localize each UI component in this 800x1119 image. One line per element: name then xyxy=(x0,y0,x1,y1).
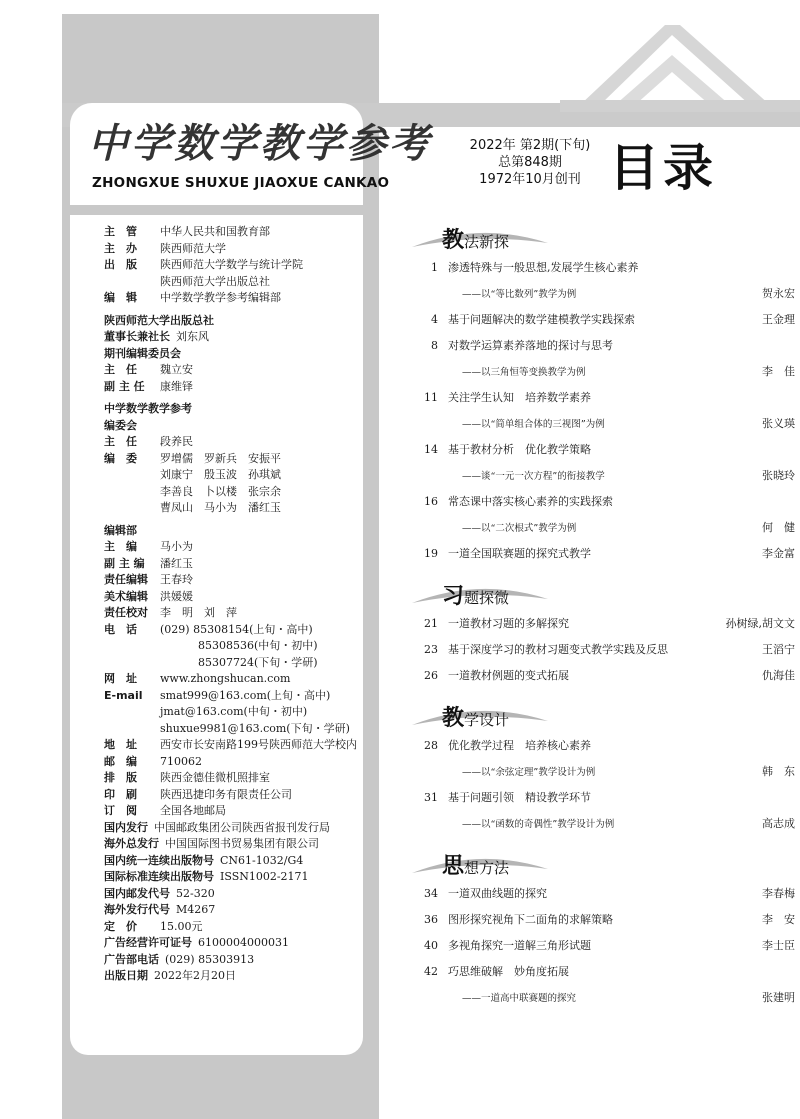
info-label: 出版日期 xyxy=(104,969,148,982)
article-title: 一道全国联赛题的探究式教学 xyxy=(448,547,591,560)
page-number: 4 xyxy=(431,313,438,326)
section-initial: 教 xyxy=(442,228,465,253)
article-author: 贺永宏 xyxy=(762,287,795,300)
page-number: 11 xyxy=(424,391,438,404)
info-value: 马小为 xyxy=(160,540,193,553)
toc-entry[interactable] xyxy=(410,789,795,815)
article-title: 关注学生认知 培养数学素养 xyxy=(448,391,591,404)
info-value: 曹凤山 马小为 潘红玉 xyxy=(160,501,281,514)
article-subtitle: ——一道高中联赛题的探究 xyxy=(462,993,577,1004)
info-value: 段养民 xyxy=(160,435,193,448)
info-value: 康维铎 xyxy=(160,379,193,393)
article-title: 基于深度学习的教材习题变式教学实践及反思 xyxy=(448,643,668,656)
toc-entry[interactable] xyxy=(410,615,795,641)
page-number: 21 xyxy=(424,617,438,630)
info-row xyxy=(104,572,364,589)
article-author: 李 安 xyxy=(762,913,795,926)
info-row xyxy=(104,952,364,969)
info-row xyxy=(104,257,364,274)
email-link[interactable]: smat999@163.com(上旬・高中) xyxy=(160,688,331,702)
info-row xyxy=(104,434,364,451)
info-label xyxy=(104,467,160,484)
section-initial: 思 xyxy=(442,854,465,879)
article-author: 何 健 xyxy=(762,521,795,534)
committee-heading: 期刊编辑委员会 xyxy=(104,346,181,360)
info-label: 副 主 编 xyxy=(104,556,145,570)
info-value: 全国各地邮局 xyxy=(160,804,226,817)
info-row xyxy=(104,467,364,484)
info-label: 主 任 xyxy=(104,363,137,376)
toc-entry[interactable] xyxy=(410,667,795,693)
section-title xyxy=(410,845,795,879)
section-label xyxy=(442,579,509,610)
info-row xyxy=(104,362,364,379)
info-label: 电 话 xyxy=(104,622,137,636)
info-value: (029) 85308154(上旬・高中) xyxy=(160,622,313,636)
info-row xyxy=(104,721,364,738)
info-label xyxy=(104,655,160,672)
info-value: 魏立安 xyxy=(160,363,193,376)
toc-entry[interactable] xyxy=(410,885,795,911)
toc-entry[interactable] xyxy=(410,737,795,763)
info-value: 中华人民共和国教育部 xyxy=(160,225,270,238)
article-subtitle: ——以“余弦定理”教学设计为例 xyxy=(462,767,596,778)
toc-entry[interactable] xyxy=(410,641,795,667)
issue-total: 总第848期 xyxy=(498,155,562,170)
info-label: 国内发行 xyxy=(104,820,148,834)
page-number: 23 xyxy=(424,643,438,656)
press-name: 陕西师范大学出版总社 xyxy=(104,313,214,327)
section-rest: 想方法 xyxy=(464,859,510,877)
page-number: 36 xyxy=(424,913,438,926)
info-label: E-mail xyxy=(104,688,143,702)
info-row xyxy=(104,622,364,639)
info-value: 洪媛媛 xyxy=(160,589,193,603)
info-row xyxy=(104,290,364,307)
journal-title-en: ZHONGXUE SHUXUE JIAOXUE CANKAO xyxy=(92,175,390,191)
info-label: 出 版 xyxy=(104,258,137,271)
toc-entry[interactable] xyxy=(410,441,795,467)
article-title: 一道教材例题的变式拓展 xyxy=(448,669,569,682)
info-label: 订 阅 xyxy=(104,804,137,817)
info-label: 美术编辑 xyxy=(104,589,148,603)
page-number: 1 xyxy=(431,261,438,274)
info-value: (029) 85303913 xyxy=(165,952,255,966)
info-value: 710062 xyxy=(160,754,202,768)
article-title: 基于问题解决的数学建模教学实践探索 xyxy=(448,313,635,326)
info-label: 海外总发行 xyxy=(104,837,159,850)
info-value: 李善良 卜以楼 张宗余 xyxy=(160,484,281,498)
founded-date: 1972年10月创刊 xyxy=(479,172,581,187)
article-title: 对数学运算素养落地的探讨与思考 xyxy=(448,339,613,352)
section-rest: 题探微 xyxy=(464,589,510,607)
article-author: 仇海佳 xyxy=(762,669,795,682)
page-number: 19 xyxy=(424,547,438,560)
info-value: 85308536(中旬・初中) xyxy=(198,639,318,652)
article-author: 李士臣 xyxy=(762,939,795,952)
table-of-contents xyxy=(410,215,795,1015)
section-label xyxy=(442,849,509,880)
article-author: 张晓玲 xyxy=(762,469,795,482)
section-initial: 教 xyxy=(442,706,465,731)
info-value: 陕西师范大学出版总社 xyxy=(160,274,270,288)
article-title: 图形探究视角下二面角的求解策略 xyxy=(448,913,613,926)
info-label xyxy=(104,274,160,291)
issue-info xyxy=(455,137,605,188)
info-value: 2022年2月20日 xyxy=(154,969,236,982)
info-value: 李 明 刘 萍 xyxy=(160,606,237,619)
article-title: 巧思维破解 妙角度拓展 xyxy=(448,965,569,978)
toc-entry[interactable] xyxy=(410,389,795,415)
info-row xyxy=(104,655,364,672)
info-value: 刘东风 xyxy=(176,330,209,343)
page-number: 8 xyxy=(431,339,438,352)
info-value: 陕西迅捷印务有限责任公司 xyxy=(160,787,292,801)
info-value: 6100004000031 xyxy=(198,936,289,949)
info-row xyxy=(104,274,364,291)
page-number: 31 xyxy=(424,791,438,804)
section-initial: 习 xyxy=(442,584,465,609)
info-label: 国内统一连续出版物号 xyxy=(104,853,214,867)
info-value: 52-320 xyxy=(176,886,215,900)
info-row xyxy=(104,902,364,919)
toc-subtitle-row xyxy=(410,467,795,493)
toc-subtitle-row xyxy=(410,989,795,1015)
info-row xyxy=(104,770,364,787)
info-row xyxy=(104,638,364,655)
section-title xyxy=(410,697,795,731)
info-label: 排 版 xyxy=(104,771,137,784)
page-number: 42 xyxy=(424,965,438,978)
info-row xyxy=(104,451,364,468)
article-author: 李春梅 xyxy=(762,887,795,900)
info-label: 广告经营许可证号 xyxy=(104,936,192,949)
info-label: 编 委 xyxy=(104,451,137,465)
info-row xyxy=(104,754,364,771)
article-author: 孙树绿,胡文文 xyxy=(725,617,795,630)
info-value: 刘康宁 殷玉波 孙琪斌 xyxy=(160,468,281,481)
article-author: 王金理 xyxy=(762,313,795,326)
article-author: 王滔宁 xyxy=(762,643,795,656)
toc-subtitle-row xyxy=(410,519,795,545)
toc-subtitle-row xyxy=(410,415,795,441)
bridge-decoration xyxy=(560,20,800,115)
toc-subtitle-row xyxy=(410,363,795,389)
toc-heading: 目录 xyxy=(609,139,717,197)
info-row xyxy=(104,224,364,241)
info-value: M4267 xyxy=(176,903,216,916)
info-row xyxy=(104,968,364,985)
info-row xyxy=(104,589,364,606)
section-rest: 法新探 xyxy=(464,233,510,251)
info-row xyxy=(104,379,364,396)
toc-entry[interactable] xyxy=(410,937,795,963)
info-label xyxy=(104,638,160,655)
info-label: 编 辑 xyxy=(104,291,137,304)
article-title: 渗透特殊与一般思想,发展学生核心素养 xyxy=(448,261,639,274)
article-author: 张建明 xyxy=(762,991,795,1004)
page-number: 40 xyxy=(424,939,438,952)
toc-subtitle-row xyxy=(410,815,795,841)
article-subtitle: ——以“函数的奇偶性”教学设计为例 xyxy=(462,819,615,830)
info-label: 邮 编 xyxy=(104,754,137,768)
article-title: 优化教学过程 培养核心素养 xyxy=(448,739,591,752)
info-label: 主 办 xyxy=(104,241,137,255)
info-label xyxy=(104,484,160,501)
info-label xyxy=(104,721,160,738)
info-value: 陕西金德佳微机照排室 xyxy=(160,771,270,784)
toc-entry[interactable] xyxy=(410,311,795,337)
info-row xyxy=(104,241,364,258)
toc-entry[interactable] xyxy=(410,259,795,285)
toc-entry[interactable] xyxy=(410,493,795,519)
website-link[interactable]: www.zhongshucan.com xyxy=(160,672,291,685)
info-value: 中国邮政集团公司陕西省报刊发行局 xyxy=(154,820,330,834)
info-row xyxy=(104,556,364,573)
issue-number: 2022年 第2期(下旬) xyxy=(469,138,591,153)
info-row xyxy=(104,820,364,837)
section-rest: 学设计 xyxy=(464,711,510,729)
article-author: 李金富 xyxy=(762,547,795,560)
journal-logo: 中学数学教学参考 xyxy=(88,120,432,167)
toc-entry[interactable] xyxy=(410,545,795,571)
journal-name: 中学数学教学参考 xyxy=(104,402,192,415)
info-value: 罗增儒 罗新兵 安振平 xyxy=(160,451,281,465)
info-label: 定 价 xyxy=(104,919,137,933)
info-row xyxy=(104,500,364,517)
info-row xyxy=(104,919,364,936)
info-label: 国内邮发代号 xyxy=(104,886,170,900)
article-author: 张义瑛 xyxy=(762,417,795,430)
info-row xyxy=(104,935,364,952)
info-label: 副 主 任 xyxy=(104,379,145,393)
info-row xyxy=(104,787,364,804)
info-row xyxy=(104,329,364,346)
article-subtitle: ——以三角恒等变换教学为例 xyxy=(462,367,586,378)
info-value: 陕西师范大学 xyxy=(160,241,226,255)
info-label: 印 刷 xyxy=(104,787,137,801)
section-title xyxy=(410,575,795,609)
article-title: 一道双曲线题的探究 xyxy=(448,887,547,900)
info-value: 西安市长安南路199号陕西师范大学校内 xyxy=(160,738,357,751)
info-label: 主 编 xyxy=(104,540,137,553)
info-value: CN61-1032/G4 xyxy=(220,853,304,867)
info-label: 董事长兼社长 xyxy=(104,330,170,343)
article-subtitle: ——以“等比数列”教学为例 xyxy=(462,289,577,300)
info-row xyxy=(104,704,364,721)
editorial-dept-heading: 编辑部 xyxy=(104,523,137,537)
info-label: 责任编辑 xyxy=(104,573,148,586)
info-value: 王春玲 xyxy=(160,573,193,586)
info-label: 国际标准连续出版物号 xyxy=(104,870,214,883)
info-row xyxy=(104,853,364,870)
email-link[interactable]: jmat@163.com(中旬・初中) xyxy=(160,705,308,718)
email-link[interactable]: shuxue9981@163.com(下旬・学研) xyxy=(160,721,350,735)
info-row xyxy=(104,484,364,501)
info-value: 15.00元 xyxy=(160,919,203,933)
article-author: 高志成 xyxy=(762,817,795,830)
toc-subtitle-row xyxy=(410,285,795,311)
info-label: 地 址 xyxy=(104,738,137,751)
article-subtitle: ——以“二次根式”教学为例 xyxy=(462,523,577,534)
section-label xyxy=(442,701,509,732)
info-value: 中学数学教学参考编辑部 xyxy=(160,291,281,304)
info-row xyxy=(104,869,364,886)
info-row xyxy=(104,671,364,688)
toc-entry[interactable] xyxy=(410,337,795,363)
masthead-info xyxy=(104,224,364,985)
article-title: 一道教材习题的多解探究 xyxy=(448,617,569,630)
info-row xyxy=(104,539,364,556)
info-row xyxy=(104,803,364,820)
toc-entry[interactable] xyxy=(410,911,795,937)
info-row xyxy=(104,737,364,754)
toc-entry[interactable] xyxy=(410,963,795,989)
page-number: 26 xyxy=(424,669,438,682)
info-value: ISSN1002-2171 xyxy=(220,870,309,883)
toc-subtitle-row xyxy=(410,763,795,789)
info-label xyxy=(104,500,160,517)
article-author: 韩 东 xyxy=(762,765,795,778)
info-value: 85307724(下旬・学研) xyxy=(198,655,318,669)
info-row xyxy=(104,605,364,622)
article-subtitle: ——以“简单组合体的三视图”为例 xyxy=(462,419,605,430)
article-author: 李 佳 xyxy=(762,365,795,378)
section-label xyxy=(442,223,509,254)
section-title xyxy=(410,219,795,253)
info-value: 中国国际图书贸易集团有限公司 xyxy=(165,837,319,850)
info-label: 责任校对 xyxy=(104,606,148,619)
article-title: 常态课中落实核心素养的实践探索 xyxy=(448,495,613,508)
info-label xyxy=(104,704,160,721)
article-title: 基于教材分析 优化教学策略 xyxy=(448,443,591,456)
page-number: 28 xyxy=(424,739,438,752)
info-label: 广告部电话 xyxy=(104,952,159,966)
page-number: 16 xyxy=(424,495,438,508)
info-row xyxy=(104,688,364,705)
info-row xyxy=(104,886,364,903)
info-value: 陕西师范大学数学与统计学院 xyxy=(160,258,303,271)
info-label: 主 任 xyxy=(104,435,137,448)
editorial-board-heading: 编委会 xyxy=(104,418,137,432)
info-label: 海外发行代号 xyxy=(104,903,170,916)
info-label: 主 管 xyxy=(104,225,137,238)
info-row xyxy=(104,836,364,853)
info-label: 网 址 xyxy=(104,672,137,685)
article-subtitle: ——谈“一元一次方程”的衔接教学 xyxy=(462,471,605,482)
info-value: 潘红玉 xyxy=(160,556,193,570)
article-title: 多视角探究一道解三角形试题 xyxy=(448,939,591,952)
page-number: 14 xyxy=(424,443,438,456)
page-number: 34 xyxy=(424,887,438,900)
article-title: 基于问题引领 精设教学环节 xyxy=(448,791,591,804)
